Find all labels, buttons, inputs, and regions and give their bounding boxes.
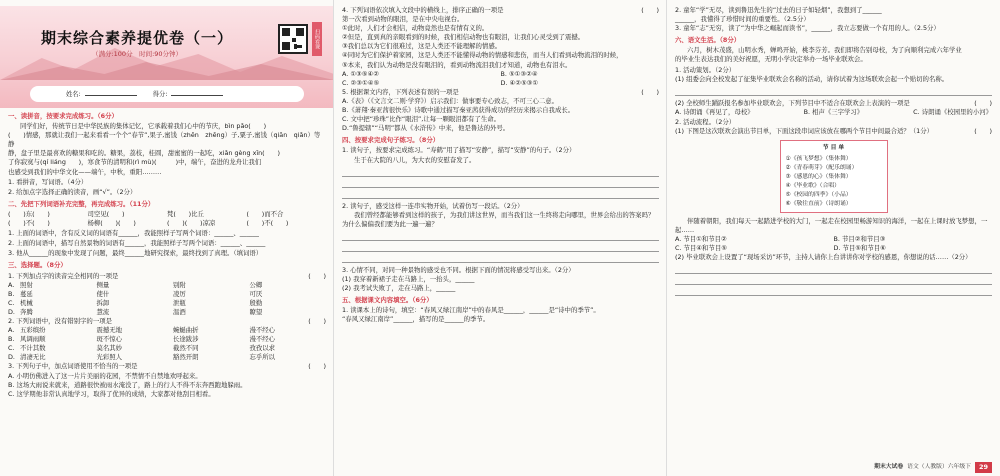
passage-line: 也感受到我们的中华文化——端午，中秋，重阳……… <box>8 167 162 176</box>
passage-line: 第一次看到动物的眼泪，是在中央电视台。 <box>342 15 464 24</box>
page-footer <box>874 462 992 473</box>
option-row[interactable]: A. 五彩缤纷 震撼无地 蜿蜒曲折 漫不经心 <box>8 326 276 335</box>
question[interactable]: (1) 我穿着新裙子走在马路上，一抬头，______ <box>342 274 475 283</box>
question: 2. 活动流程。（2分） <box>675 117 736 126</box>
qr-tag: 扫码看课 <box>312 22 322 56</box>
question: 1. 读句子，按要求完成练习。“寿鹤”用了描写“安静”，描写“安静”的句子。（2分） <box>342 146 576 155</box>
option-row[interactable]: D. 清凄无比 光彩照人 豁然开朗 忘乎所以 <box>8 353 276 362</box>
option-row[interactable]: A. ①③⑤④② B. ⑤①③②④ C. ②③①④⑤ D. ④②⑤③① <box>342 69 539 87</box>
question: 1. 活动策划。（2分） <box>675 65 736 74</box>
passage-line: ③我们总以为它们很难过，这是人类还不能理解的情感。 <box>342 42 502 51</box>
option-line[interactable]: B.《萧翔·秦亚茜很快乐》诗歌中通过描写秦亚茜获得成功的经历来揭示自我成长。 <box>342 106 575 115</box>
option-row[interactable]: A. 节目①和节目② B. 节目②和节目③ C. 节目④和节目⑤ D. 节目⑤和节目⑥ <box>675 235 886 253</box>
word-item[interactable]: ( )不( ) <box>8 219 50 228</box>
word-item[interactable]: ( )( )凉凉 <box>167 219 216 228</box>
question: 2. 读句子，感受这样一连串实物开始，试着仿写一段话。（2分） <box>342 201 524 210</box>
program-item: ②《青春萌芽》（配乐朗诵） <box>785 165 858 172</box>
option-line[interactable]: A.《表》（《文言文二则·学弈》）启示我们：做事要专心致志，不可三心二意。 <box>342 96 559 105</box>
footer-brand: 期末大试卷 <box>874 464 904 471</box>
passage-line: 我们曾经都能够看到这样的孩子，为我们讲这世界，而当我们这一生终将走向哪里，世界会给出的答案吗？ <box>354 210 655 219</box>
passage-line: 了你寂寞与(qí liáng )，寒食节的清明和(rì mù)( )中，端午，奋进的龙舟让我们 <box>8 158 262 167</box>
question: (2) 毕业联欢会上设置了“现场采访”环节，主持人请你上台讲讲你对学校的感恩，你想说的话……（2分） <box>675 253 972 262</box>
option-row[interactable]: C. 不计其数 莫名其妙 截然不同 孜孜以求 <box>8 344 276 353</box>
word-item[interactable]: ( )而不合 <box>246 209 284 218</box>
word-row <box>8 219 326 228</box>
qr-code-icon[interactable] <box>278 24 308 54</box>
program-item: ⑥《敬往直前》（诗朗诵） <box>785 201 852 208</box>
word-item[interactable]: 梵( )比丘 <box>167 209 204 218</box>
question[interactable]: 2. 童年“学”无尽，读到鲁迅先生的“过去的日子如轻烟”，我想到了______ <box>675 6 882 14</box>
question: (1) 下图是这次联欢会演出节目单，下面这段串词应该放在哪两个节目中间最合适？（1分） ( ) <box>675 127 992 136</box>
score-label: 得分: <box>152 91 168 98</box>
passage-line: ⑤本来，我们认为动物是没有眼泪的，看到动物流泪我们才知道，动物也有泪水。 <box>342 60 572 69</box>
option-row[interactable]: A. 照射 侧量 别附 公卿 <box>8 280 263 289</box>
exam-page-left <box>0 0 334 476</box>
question[interactable]: 1. 读课本上的诗句，填空：“春风又绿江南岸”中的春风是______，______是“诗中的季节”。 <box>342 306 600 315</box>
passage-line: 六月，树木茂盛，山明水秀，蝉鸣开始，桃李芬芳。我们即将告别母校，为了向顺利完成六年学业 <box>687 46 962 55</box>
answer-lines[interactable] <box>342 232 659 263</box>
question: (1) 组委会向全校发起了征集毕业联欢会名称的活动，请你试着为这场联欢会起一个贴切的名称。 <box>675 74 949 83</box>
passage-line: 伴随着朝阳，我们每天一起踏进学校的大门，一起走在校园里畅游知识的海洋，一起在上课时放飞梦想，一起…… <box>675 217 988 235</box>
question[interactable]: 3. 童年“志”无穷，读了“为中华之崛起而读书”，______，我立志要做一个有用的人。（2.5分） <box>675 24 940 33</box>
question: 1. 上面的词语中，含有反义词的词语有______，我能照样子写两个词语：______、______ <box>8 229 259 238</box>
title-banner <box>0 6 334 108</box>
passage-line: ②但是，直到真的亲眼看到的时候，我们相信动物也有眼泪，让我们心灵受到了震撼。 <box>342 33 585 42</box>
question: 2. 给加点字选择正确的读音，画“√”。（2分） <box>8 187 137 196</box>
option-line[interactable]: D.“鲁提辖”“马明”都从《水浒传》中来，他是鲁达的外号。 <box>342 124 510 133</box>
program-item: ①《孩飞梦想》（集体舞） <box>785 156 852 163</box>
question: 2. 下列词语中，没有错别字的一项是 ( ) <box>8 316 326 325</box>
footer-subject: 语文（人教版）六年级下 <box>907 464 971 471</box>
section-1-title: 一、读拼音，按要求完成练习。（6分） <box>8 112 118 120</box>
section-2-title: 二、先把下列词语补充完整，再完成练习。（11分） <box>8 199 155 208</box>
option-row[interactable]: A. 诗朗诵《再见了，母校》 B. 相声《三字学习》 C. 诗朗诵《校园里的小河》 <box>675 107 992 116</box>
passage-line: ④同时为它们保护着家园，这是人类还不能懂得动物的情感和悲伤，而当人们看到动物流泪的时候， <box>342 51 623 60</box>
option-row[interactable]: C. 机械 拆卸 泄瓶 殷勤 <box>8 298 263 307</box>
option-line[interactable]: A. 小明仿佛进入了这一片片美丽的花园，不禁情不自禁地欢呼起来。 <box>8 371 202 380</box>
program-title: 节 目 单 <box>822 145 845 152</box>
page-number: 29 <box>975 462 992 473</box>
section-5-title: 五、根据课文内容填空。（6分） <box>342 296 433 305</box>
option-row[interactable]: D. 奔腾 慧流 温酒 瞭望 <box>8 307 263 316</box>
name-label: 姓名: <box>66 91 81 98</box>
section-6-title: 六、语文生活。（8分） <box>675 36 741 45</box>
question: 4. 下列词语依次填入文段中的横线上，排序正确的一项是 ( ) <box>342 6 659 14</box>
question: 2. 上面的词语中，描写自然景物的词语有______，我能照样子写两个词语：______、______ <box>8 239 266 248</box>
passage-line: ( )情感，那就让我们一起来看看一个个“春节”,果子,蜜饯（zhēn zhēng）子,粟子,蜜饯（qiān qiǎn）等静 <box>8 131 321 149</box>
answer-lines[interactable] <box>675 87 992 96</box>
question[interactable]: ______，我懂得了珍惜时间的重要性。（2.5分） <box>675 15 810 24</box>
section-3-title: 三、选择题。（8分） <box>8 261 67 270</box>
answer-lines[interactable] <box>675 265 992 296</box>
name-field[interactable] <box>85 89 137 96</box>
section-4-title: 四、按要求完成句子练习。（8分） <box>342 136 440 145</box>
program-item: ④《毕业歌》（合唱） <box>785 183 840 190</box>
exam-subtitle: （满分:100分 时间:90分钟） <box>91 50 183 58</box>
word-item[interactable]: 司空见( ) <box>87 209 125 218</box>
question: 3. 下列句子中，加点词语使用不恰当的一项是 ( ) <box>8 362 326 371</box>
passage-line: 的毕业生表达我们的美好祝愿，无明小学决定举办一场毕业联欢会。 <box>675 55 867 64</box>
question: 3. 心情不同，对同一种景物的感受也不同。根据下面的情况将感受写出来。（2分） <box>342 265 575 274</box>
word-item[interactable]: 杨柳( )( ) <box>87 219 136 228</box>
question: 1. 看拼音，写词语。（4分） <box>8 177 88 186</box>
word-item[interactable]: ( )不( ) <box>246 219 289 228</box>
question: 3. 他从______的现象中发现了问题，最终______地研究探索，最终找到了真理。（填词语） <box>8 249 263 258</box>
score-field[interactable] <box>171 89 223 96</box>
option-line[interactable]: B. 这场大雨说来就来，道路很快被雨水淹没了，路上的行人不得不东奔西跑地躲雨。 <box>8 380 247 389</box>
question[interactable]: (2) 我考试失败了，走在马路上，______ <box>342 284 456 293</box>
passage-line: 为什么偏偏我们要为此一遍一遍？ <box>342 219 438 228</box>
exam-page-middle <box>333 0 667 476</box>
option-line[interactable]: C. 这学期他非常认真地学习，取得了优异的成绩，大家都对他刮目相看。 <box>8 389 215 398</box>
exam-title: 期末综合素养提优卷（一） <box>40 29 233 47</box>
option-line[interactable]: C. 文中把“珍珠”比作“眼泪”,让每一颗眼泪都有了生命。 <box>342 115 501 124</box>
option-row[interactable]: B. 蔓延 使什 凌厉 可厌 <box>8 289 263 298</box>
passage-line: 静，盘子里是最喜欢的糖果和吃的。糖果，荔枝，桂圆，甜蜜蜜的一起吃，xiǎn gèng xīn( ) <box>8 149 280 158</box>
exam-page-right <box>666 0 1000 476</box>
name-score-bar <box>30 86 304 102</box>
passage-line: ①此时，人们才会相信，动物竟然也是有情有义的。 <box>342 24 489 33</box>
question: (2) 全校师生踊跃报名参加毕业联欢会，下列节目中不适合在联欢会上表演的一项是 ( ) <box>675 98 992 107</box>
question: 5. 根据课文内容，下列表述有误的一项是 ( ) <box>342 87 659 96</box>
program-item: ③《感恩的心》（集体舞） <box>785 174 852 181</box>
passage-line: 生于在大院的八儿，为大衣的安慰奋发了。 <box>354 155 476 164</box>
passage-line: 同学们好，传统节日是中华民族的集体记忆，它承载着我们心中的节庆，bìn pǎo( ) <box>20 122 267 131</box>
word-item[interactable]: ( )东( ) <box>8 209 50 218</box>
question[interactable]: “春风又绿江南岸”______，描写的是______的季节。 <box>342 315 490 324</box>
program-list <box>780 140 888 213</box>
answer-lines[interactable] <box>342 168 659 199</box>
question: 1. 下列加点字的读音完全相同的一项是 ( ) <box>8 271 326 280</box>
option-row[interactable]: B. 风调雨顺 斑不惊心 长途跋涉 漫不经心 <box>8 335 276 344</box>
word-row <box>8 210 326 219</box>
program-item: ⑤《校园的四季》（小品） <box>785 192 852 199</box>
